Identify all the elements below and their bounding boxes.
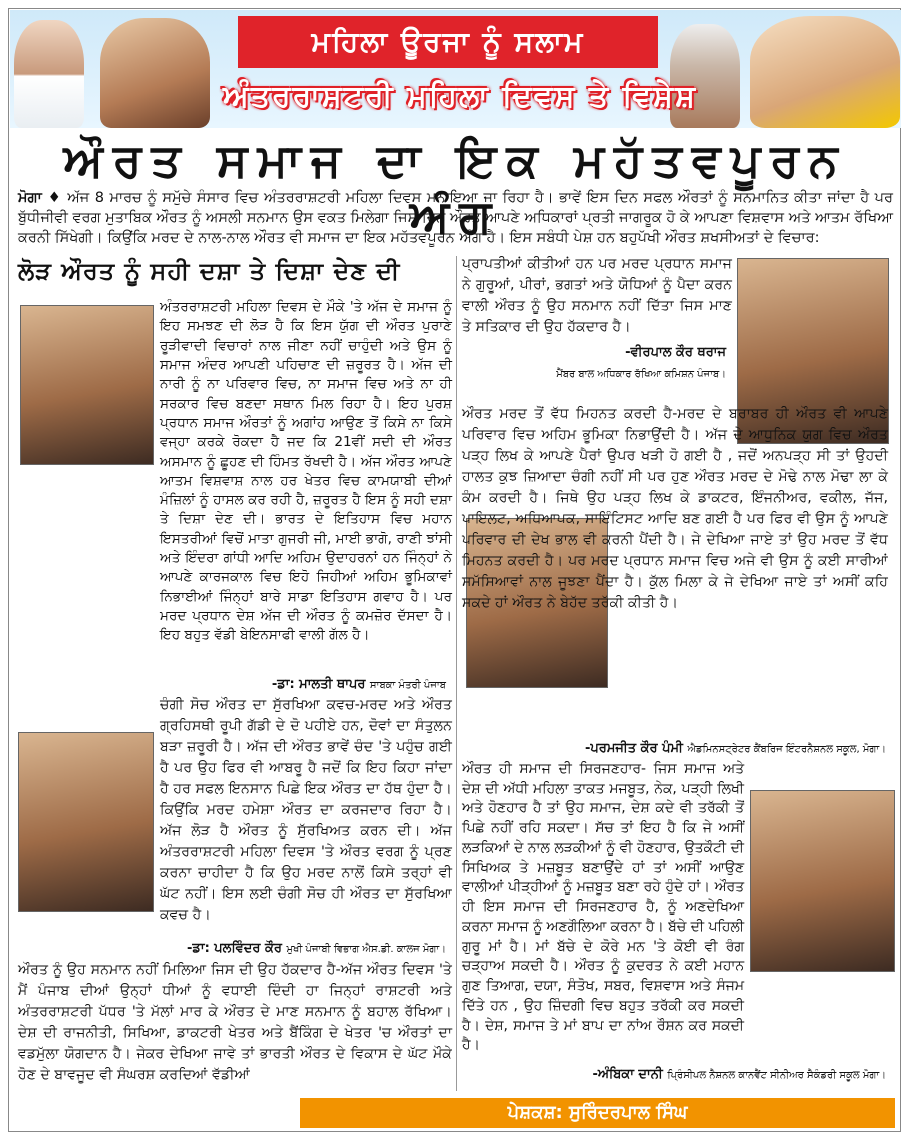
banner-photo-mother-child [750, 16, 900, 128]
left-para-2: ਚੰਗੀ ਸੋਚ ਔਰਤ ਦਾ ਸੁੱਰਖਿਆ ਕਵਚ-ਮਰਦ ਅਤੇ ਔਰਤ ਗ੍ਰਹਿਸਥੀ ਰੂਪੀ ਗੱਡੀ ਦੇ ਦੋ ਪਹੀਏ ਹਨ, ਦੋਵਾਂ ਦਾ ਸੰਤੁਲਨ ਬੜਾ ਜ਼ਰੂਰੀ ਹੈ। ਅੱਜ ਦੀ ਔਰਤ ਭਾਵੇਂ ਚੰਦ 'ਤੇ ਪਹੁੰਚ ਗਈ ਹੈ ਪਰ ਉਹ ਫਿਰ ਵੀ ਆਬਰੂ ਹੈ ਜਦੋਂ ਕਿ ਇਹ ਕਿਹਾ ਜਾਂਦਾ ਹੈ ਹਰ ਸਫਲ ਇਨਸਾਨ ਪਿਛੇ ਇਕ ਔਰਤ ਦਾ ਹੱਥ ਹੁੰਦਾ ਹੈ। ਕਿਉਂਕਿ ਮਰਦ ਹਮੇਸ਼ਾ ਔਰਤ ਦਾ ਕਰਜਦਾਰ ਰਿਹਾ ਹੈ। ਅੱਜ ਲੋੜ ਹੈ ਔਰਤ ਨੂੰ ਸੁੱਰਖਿਅਤ ਕਰਨ ਦੀ। ਅੱਜ ਅੰਤਰਰਾਸ਼ਟਰੀ ਮਹਿਲਾ ਦਿਵਸ 'ਤੇ ਔਰਤ ਵਰਗ ਨੂੰ ਪ੍ਰਣ ਕਰਨਾ ਚਾਹੀਦਾ ਹੈ ਕਿ ਉਹ ਮਰਦ ਨਾਲੋਂ ਕਿਸੇ ਤਰ੍ਹਾਂ ਵੀ ਘੱਟ ਨਹੀਂ। ਇਸ ਲਈ ਚੰਗੀ ਸੋਚ ਹੀ ਔਰਤ ਦਾ ਸੁੱਰਖਿਆ ਕਵਚ ਹੈ। [160, 697, 452, 923]
byline-name: -ਵੀਰਪਾਲ ਕੌਰ ਥਰਾਜ [625, 345, 726, 360]
footer-credit: ਪੇਸ਼ਕਸ਼: ਸੁਰਿੰਦਰਪਾਲ ਸਿੰਘ [300, 1098, 895, 1128]
headline: ਔਰਤ ਸਮਾਜ ਦਾ ਇਕ ਮਹੱਤਵਪੂਰਨ ਅੰਗ [63, 133, 848, 243]
right-para-2-top [462, 404, 888, 614]
byline-name: -ਅੰਬਿਕਾ ਦਾਨੀ [592, 1067, 663, 1082]
byline-palwinder-kaur [18, 938, 452, 960]
intro-text: ਅੱਜ 8 ਮਾਰਚ ਨੂੰ ਸਮੁੱਚੇ ਸੰਸਾਰ ਵਿਚ ਅੰਤਰਰਾਸ਼ਟਰੀ ਮਹਿਲਾ ਦਿਵਸ ਮਨਾਇਆ ਜਾ ਰਿਹਾ ਹੈ। ਭਾਵੇਂ ਇਸ ਦਿਨ ਸਫਲ ਔਰਤਾਂ ਨੂੰ ਸਨਮਾਨਿਤ ਕੀਤਾ ਜਾਂਦਾ ਹੈ ਪਰ ਬੁੱਧੀਜੀਵੀ ਵਰਗ ਮੁਤਾਬਿਕ ਔਰਤ ਨੂੰ ਅਸਲੀ ਸਨਮਾਨ ਉਸ ਵਕਤ ਮਿਲੇਗਾ ਜਿਸ ਦਿਨ ਔਰਤ ਆਪਣੇ ਅਧਿਕਾਰਾਂ ਪ੍ਰਤੀ ਜਾਗਰੂਕ ਹੋ ਕੇ ਆਪਣਾ ਵਿਸ਼ਵਾਸ ਅਤੇ ਆਤਮ ਰੱਖਿਆ ਕਰਨੀ ਸਿੱਖੇਗੀ। ਕਿਉਂਕਿ ਮਰਦ ਦੇ ਨਾਲ-ਨਾਲ ਔਰਤ ਵੀ ਸਮਾਜ ਦਾ ਇਕ ਮਹੱਤਵਪੂਰਨ ਅੰਗ ਹੈ। ਇਸ ਸਬੰਧੀ ਪੇਸ਼ ਹਨ ਬਹੁਪੱਖੀ ਔਰਤ ਸ਼ਖਸੀਅਤਾਂ ਦੇ ਵਿਚਾਰ: [18, 190, 893, 246]
banner-sub-title: ਅੰਤਰਰਾਸ਼ਟਰੀ ਮਹਿਲਾ ਦਿਵਸ ਤੇ ਵਿਸ਼ੇਸ਼ [223, 79, 697, 114]
left-lower-2 [18, 938, 452, 1086]
byline-role: ਮੈਂਬਰ ਬਾਲ ਅਧਿਕਾਰ ਰੱਖਿਆ ਕਮਿਸ਼ਨ ਪੰਜਾਬ। [556, 369, 726, 380]
photo-palwinder-kaur [18, 732, 154, 912]
right-byline-3-wrap [462, 1064, 892, 1086]
right-lower [462, 738, 892, 760]
banner-photo-doctor [14, 20, 84, 128]
right-para-3-wrap [462, 760, 744, 1056]
dateline: ਮੋਗਾ ♦ [18, 190, 62, 206]
byline-name: -ਪਰਮਜੀਤ ਕੌਰ ਪੰਮੀ [585, 741, 683, 756]
byline-paramjit-kaur [462, 738, 892, 760]
byline-role: ਪ੍ਰਿੰਸੀਪਲ ਨੈਸ਼ਨਲ ਕਾਨਵੈਂਟ ਸੀਨੀਅਰ ਸੈਕੰਡਰੀ ਸਕੂਲ ਮੋਗਾ। [667, 1070, 886, 1081]
right-para-2: ਔਰਤ ਮਰਦ ਤੋਂ ਵੱਧ ਮਿਹਨਤ ਕਰਦੀ ਹੈ-ਮਰਦ ਦੇ ਬਰਾਬਰ ਹੀ ਔਰਤ ਵੀ ਆਪਣੇ ਪਰਿਵਾਰ ਵਿਚ ਅਹਿਮ ਭੂਮਿਕਾ ਨਿਭਾਉਂਦੀ ਹੈ। ਅੱਜ ਦੇ ਆਧੁਨਿਕ ਯੁਗ ਵਿਚ ਔਰਤ ਪੜ੍ਹ ਲਿਖ ਕੇ ਆਪਣੇ ਪੈਰਾਂ ਉਪਰ ਖੜੀ ਹੋ ਗਈ ਹੈ , ਜਦੋਂ ਅਨਪੜ੍ਹ ਸੀ ਤਾਂ ਉਹਦੀ ਹਾਲਤ ਕੁਝ ਜ਼ਿਆਦਾ ਚੰਗੀ ਨਹੀਂ ਸੀ ਪਰ ਹੁਣ ਔਰਤ ਮਰਦ ਦੇ ਮੋਢੇ ਨਾਲ ਮੋਢਾ ਲਾ ਕੇ ਕੰਮ ਕਰਦੀ ਹੈ। ਜਿਥੇ ਉਹ ਪੜ੍ਹ ਲਿਖ ਕੇ ਡਾਕਟਰ, ਇੰਜਨੀਅਰ, ਵਕੀਲ, ਜੱਜ, ਪਾਇਲਟ, ਅਧਿਆਪਕ, ਸਾਇੰਟਿਸਟ ਆਦਿ ਬਣ ਗਈ ਹੈ ਪਰ ਫਿਰ ਵੀ ਉਸ ਨੂੰ ਆਪਣੇ ਪਰਿਵਾਰ ਦੀ ਦੇਖ ਭਾਲ ਵੀ ਕਰਨੀ ਪੈਂਦੀ ਹੈ। ਜੇ ਦੇਖਿਆ ਜਾਏ ਤਾਂ ਉਹ ਮਰਦ ਤੋਂ ਵੱਧ ਮਿਹਨਤ ਕਰਦੀ ਹੈ। ਪਰ ਮਰਦ ਪ੍ਰਧਾਨ ਸਮਾਜ ਵਿਚ ਅਜੇ ਵੀ ਉਸ ਨੂੰ ਕਈ ਸਾਰੀਆਂ ਸਮੱਸਿਆਵਾਂ ਨਾਲ ਜੂਝਣਾ ਪੈਂਦਾ ਹੈ। ਕੁੱਲ ਮਿਲਾ ਕੇ ਜੇ ਦੇਖਿਆ ਜਾਏ ਤਾਂ ਅਸੀਂ ਕਹਿ ਸਕਦੇ ਹਾਂ ਔਰਤ ਨੇ ਬੇਹੱਦ ਤਰੱਕੀ ਕੀਤੀ ਹੈ। [462, 406, 888, 611]
byline-role: ਐਡਮਿਨਸਟ੍ਰੇਟਰ ਕੈਂਬਰਿਜ ਇੰਟਰਨੈਸ਼ਨਲ ਸਕੂਲ, ਮੋਗਾ। [687, 744, 886, 755]
byline-name: -ਡਾ: ਪਲਵਿੰਦਰ ਕੌਰ [187, 941, 282, 956]
banner-top-title: ਮਹਿਲਾ ਊਰਜਾ ਨੂੰ ਸਲਾਮ [238, 16, 658, 68]
right-para-3: ਔਰਤ ਹੀ ਸਮਾਜ ਦੀ ਸਿਰਜਣਹਾਰ- ਜਿਸ ਸਮਾਜ ਅਤੇ ਦੇਸ਼ ਦੀ ਅੱਧੀ ਮਹਿਲਾ ਤਾਕਤ ਮਜਬੂਤ, ਨੇਕ, ਪੜ੍ਹੀ ਲਿਖੀ ਅਤੇ ਹੋਣਹਾਰ ਹੈ ਤਾਂ ਉਹ ਸਮਾਜ, ਦੇਸ਼ ਕਦੇ ਵੀ ਤਰੱਕੀ ਤੋਂ ਪਿਛੇ ਨਹੀਂ ਰਹਿ ਸਕਦਾ। ਸੱਚ ਤਾਂ ਇਹ ਹੈ ਕਿ ਜੇ ਅਸੀਂ ਲੜਕਿਆਂ ਦੇ ਨਾਲ ਲੜਕੀਆਂ ਨੂੰ ਵੀ ਹੋਣਹਾਰ, ਉਤਕੌਟੀ ਦੀ ਸਿਖਿਅਕ ਤੇ ਮਜ਼ਬੂਤ ਬਣਾਉਂਦੇ ਹਾਂ ਤਾਂ ਅਸੀਂ ਆਉਣ ਵਾਲੀਆਂ ਪੀੜ੍ਹੀਆਂ ਨੂੰ ਮਜ਼ਬੂਤ ਬਣਾ ਰਹੇ ਹੁੰਦੇ ਹਾਂ। ਔਰਤ ਹੀ ਇਸ ਸਮਾਜ ਦੀ ਸਿਰਜਣਹਾਰ ਹੈ, ਨੂੰ ਅਣਦੇਖਿਆ ਕਰਨਾ ਸਮਾਜ ਨੂੰ ਅਣਗੌਲਿਆ ਕਰਨਾ ਹੈ। ਬੱਚੇ ਦੀ ਪਹਿਲੀ ਗੁਰੂ ਮਾਂ ਹੈ। ਮਾਂ ਬੱਚੇ ਦੇ ਕੋਰੇ ਮਨ 'ਤੇ ਕੋਈ ਵੀ ਰੰਗ ਚੜ੍ਹਾਅ ਸਕਦੀ ਹੈ। ਔਰਤ ਨੂੰ ਕੁਦਰਤ ਨੇ ਕਈ ਮਹਾਨ ਗੁਣ ਤਿਆਗ, ਦਯਾ, ਸੰਤੋਖ, ਸਬਰ, ਵਿਸ਼ਵਾਸ ਅਤੇ ਸੰਜਮ ਦਿੱਤੇ ਹਨ , ਉਹ ਜ਼ਿੰਦਗੀ ਵਿਚ ਬਹੁਤ ਤਰੱਕੀ ਕਰ ਸਕਦੀ ਹੈ। ਦੇਸ਼, ਸਮਾਜ ਤੇ ਮਾਂ ਬਾਪ ਦਾ ਨਾਂਅ ਰੌਸ਼ਨ ਕਰ ਸਕਦੀ ਹੈ। [462, 761, 744, 1054]
left-para-2-wrap [160, 695, 452, 926]
photo-ambika-dani [750, 790, 895, 972]
left-para-1: ਅੰਤਰਰਾਸ਼ਟਰੀ ਮਹਿਲਾ ਦਿਵਸ ਦੇ ਮੌਕੇ 'ਤੇ ਅੱਜ ਦੇ ਸਮਾਜ ਨੂੰ ਇਹ ਸਮਝਣ ਦੀ ਲੋੜ ਹੈ ਕਿ ਇਸ ਯੁੱਗ ਦੀ ਔਰਤ ਪੁਰਾਣੇ ਰੂੜੀਵਾਦੀ ਵਿਚਾਰਾਂ ਨਾਲ ਜੀਣਾ ਨਹੀਂ ਚਾਹੁੰਦੀ ਅਤੇ ਉਸ ਨੂੰ ਸਮਾਜ ਅੰਦਰ ਆਪਣੀ ਪਹਿਚਾਣ ਦੀ ਜ਼ਰੂਰਤ ਹੈ। ਅੱਜ ਦੀ ਨਾਰੀ ਨੂੰ ਨਾ ਪਰਿਵਾਰ ਵਿਚ, ਨਾ ਸਮਾਜ ਵਿਚ ਅਤੇ ਨਾ ਹੀ ਸਰਕਾਰ ਵਿਚ ਬਣਦਾ ਸਥਾਨ ਮਿਲ ਰਿਹਾ ਹੈ। ਇਹ ਪੁਰਸ਼ ਪ੍ਰਧਾਨ ਸਮਾਜ ਔਰਤਾਂ ਨੂੰ ਅਗਾਂਹ ਆਉਣ ਤੋਂ ਕਿਸੇ ਨਾ ਕਿਸੇ ਵਜ੍ਹਾ ਕਰਕੇ ਰੋਕਦਾ ਹੈ ਜਦ ਕਿ 21ਵੀਂ ਸਦੀ ਦੀ ਔਰਤ ਅਸਮਾਨ ਨੂੰ ਛੂਹਣ ਦੀ ਹਿੰਮਤ ਰੱਖਦੀ ਹੈ। ਅੱਜ ਔਰਤ ਆਪਣੇ ਆਤਮ ਵਿਸ਼ਵਾਸ਼ ਨਾਲ ਹਰ ਖੇਤਰ ਵਿਚ ਕਾਮਯਾਬੀ ਦੀਆਂ ਮੰਜ਼ਿਲਾਂ ਨੂੰ ਹਾਸਲ ਕਰ ਰਹੀ ਹੈ, ਜ਼ਰੂਰਤ ਹੈ ਇਸ ਨੂੰ ਸਹੀ ਦਸ਼ਾ ਤੇ ਦਿਸ਼ਾ ਦੇਣ ਦੀ। ਭਾਰਤ ਦੇ ਇਤਿਹਾਸ ਵਿਚ ਮਹਾਨ ਇਸਤਰੀਆਂ ਵਿਚੋਂ ਮਾਤਾ ਗੁਜਰੀ ਜੀ, ਮਾਈ ਭਾਗੋ, ਰਾਣੀ ਝਾਂਸੀ ਅਤੇ ਇੰਦਰਾ ਗਾਂਧੀ ਆਦਿ ਅਹਿਮ ਉਦਾਹਰਨਾਂ ਹਨ ਜਿੰਨ੍ਹਾਂ ਨੇ ਆਪਣੇ ਕਾਰਜਕਾਲ ਵਿਚ ਇਹੋ ਜਿਹੀਆਂ ਅਹਿਮ ਭੂਮਿਕਾਵਾਂ ਨਿਭਾਈਆਂ ਜਿੰਨ੍ਹਾਂ ਬਾਰੇ ਸਾਡਾ ਇਤਿਹਾਸ ਗਵਾਹ ਹੈ। ਪਰ ਮਰਦ ਪ੍ਰਧਾਨ ਦੇਸ਼ ਅੱਜ ਦੀ ਔਰਤ ਨੂੰ ਕਮਜ਼ੋਰ ਦੱਸਦਾ ਹੈ। ਇਹ ਬਹੁਤ ਵੱਡੀ ਬੇਇਨਸਾਫੀ ਵਾਲੀ ਗੱਲ ਹੈ। [160, 299, 452, 644]
left-column [160, 298, 452, 646]
byline-role: ਮੁਖੀ ਪੰਜਾਬੀ ਵਿਭਾਗ ਐਸ.ਡੀ. ਕਾਲਜ ਮੋਗਾ। [286, 944, 446, 955]
section-heading: ਲੋੜ ਔਰਤ ਨੂੰ ਸਹੀ ਦਸ਼ਾ ਤੇ ਦਿਸ਼ਾ ਦੇਣ ਦੀ [18, 257, 401, 285]
photo-malti-thapar [20, 305, 154, 465]
byline-malti-thapar [18, 674, 452, 696]
intro-paragraph [18, 188, 893, 248]
left-column-lower [18, 674, 452, 696]
right-para-1: ਪ੍ਰਾਪਤੀਆਂ ਕੀਤੀਆਂ ਹਨ ਪਰ ਮਰਦ ਪ੍ਰਧਾਨ ਸਮਾਜ ਨੇ ਗੁਰੂਆਂ, ਪੀਰਾਂ, ਭਗਤਾਂ ਅਤੇ ਯੋਧਿਆਂ ਨੂੰ ਪੈਦਾ ਕਰਨ ਵਾਲੀ ਔਰਤ ਨੂੰ ਉਹ ਸਨਮਾਨ ਨਹੀਂ ਦਿੱਤਾ ਜਿਸ ਮਾਣ ਤੇ ਸਤਿਕਾਰ ਦੀ ਉਹ ਹੱਕਦਾਰ ਹੈ। [462, 256, 732, 335]
banner [10, 10, 901, 128]
right-para-1-wrap [462, 254, 732, 385]
byline-veerpal-kaur [462, 342, 732, 385]
banner-photo-woman [100, 18, 210, 128]
byline-ambika-dani [462, 1064, 892, 1086]
byline-name: -ਡਾ: ਮਾਲਤੀ ਥਾਪਰ [271, 677, 366, 692]
left-para-3: ਔਰਤ ਨੂੰ ਉਹ ਸਨਮਾਨ ਨਹੀਂ ਮਿਲਿਆ ਜਿਸ ਦੀ ਉਹ ਹੱਕਦਾਰ ਹੈ-ਅੱਜ ਔਰਤ ਦਿਵਸ 'ਤੇ ਮੈਂ ਪੰਜਾਬ ਦੀਆਂ ਉਨ੍ਹਾਂ ਧੀਆਂ ਨੂੰ ਵਧਾਈ ਦਿੰਦੀ ਹਾ ਜਿਨ੍ਹਾਂ ਰਾਸ਼ਟਰੀ ਅਤੇ ਅੰਤਰਰਾਸ਼ਟਰੀ ਪੱਧਰ 'ਤੇ ਮੱਲਾਂ ਮਾਰ ਕੇ ਔਰਤ ਦੇ ਮਾਣ ਸਨਮਾਨ ਨੂੰ ਬਹਾਲ ਰੱਖਿਆ। ਦੇਸ਼ ਦੀ ਰਾਜਨੀਤੀ, ਸਿਖਿਆ, ਡਾਕਟਰੀ ਖੇਤਰ ਅਤੇ ਬੈਂਕਿੰਗ ਦੇ ਖੇਤਰ 'ਚ ਔਰਤਾਂ ਦਾ ਵਡਮੁੱਲਾ ਯੋਗਦਾਨ ਹੈ। ਜੇਕਰ ਦੇਖਿਆ ਜਾਵੇ ਤਾਂ ਭਾਰਤੀ ਔਰਤ ਦੇ ਵਿਕਾਸ ਦੇ ਘੱਟ ਮੌਕੇ ਹੋਣ ਦੇ ਬਾਵਜੂਦ ਵੀ ਸੰਘਰਸ਼ ਕਰਦਿਆਂ ਵੱਡੀਆਂ [18, 962, 452, 1083]
byline-role: ਸਾਬਕਾ ਮੰਤਰੀ ਪੰਜਾਬ [369, 680, 446, 691]
column-divider [456, 256, 457, 1091]
